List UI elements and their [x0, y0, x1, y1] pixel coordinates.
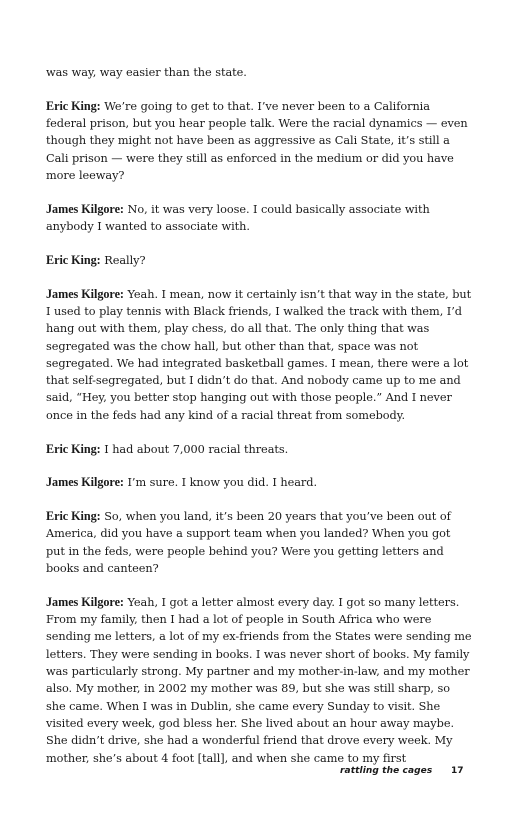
transcript-paragraph — [46, 98, 472, 184]
transcript-paragraph — [46, 508, 472, 577]
speaker-name: James Kilgore: — [46, 475, 124, 490]
transcript-paragraph — [46, 252, 472, 269]
speaker-name: James Kilgore: — [46, 594, 124, 609]
page-number: 17 — [451, 766, 464, 776]
transcript-text: was way, way easier than the state. — [46, 66, 247, 79]
transcript-body — [46, 64, 472, 783]
transcript-text: I had about 7,000 racial threats. — [104, 442, 289, 456]
speaker-name: James Kilgore: — [46, 201, 124, 216]
transcript-text: Really? — [104, 253, 146, 267]
transcript-paragraph — [46, 286, 472, 424]
transcript-text: No, it was very loose. I could basically associate with anybody I wanted to associate with. — [46, 202, 430, 234]
transcript-paragraph — [46, 441, 472, 458]
transcript-text: We’re going to get to that. I’ve never been to a California federal prison, but you hear people talk. Were the racial dynamics — even though they might not have been as aggressive as Cali State, it’s still a Cali prison — were they still as enforced in the medium or did you have more leeway? — [46, 99, 468, 182]
transcript-paragraph — [46, 201, 472, 236]
transcript-text: Yeah. I mean, now it certainly isn’t that way in the state, but I used to play tennis with Black friends, I walked the track with them, I’d hang out with them, play chess, do all that. The only thing that was segregated was the chow hall, but other than that, space was not segregated. We had integrated basketball games. I mean, there were a lot that self-segregated, but I didn’t do that. And nobody came up to me and said, “Hey, you better stop hanging out with those people.” And I never once in the feds had any kind of a racial threat from somebody. — [46, 287, 472, 422]
speaker-name: Eric King: — [46, 509, 101, 524]
transcript-text: So, when you land, it’s been 20 years that you’ve been out of America, did you have a support team when you landed? When you got put in the feds, were people behind you? Were you getting letters and books and canteen? — [46, 510, 451, 576]
transcript-paragraph — [46, 474, 472, 491]
speaker-name: James Kilgore: — [46, 286, 124, 301]
transcript-text: I’m sure. I know you did. I heard. — [127, 476, 317, 490]
speaker-name: Eric King: — [46, 98, 101, 113]
speaker-name: Eric King: — [46, 252, 101, 267]
transcript-text: Yeah, I got a letter almost every day. I got so many letters. From my family, then I had a lot of people in South Africa who were sending me letters, a lot of my ex-friends from the States were sending me letters. They were sending in books. I was never short of books. My family was particularly strong. My partner and my mother-in-law, and my mother also. My mother, in 2002 my mother was 89, but she was still sharp, so she came. When I was in Dublin, she came every Sunday to visit. She visited every week, god bless her. She lived about an hour away maybe. She didn’t drive, she had a wonderful friend that drove every week. My mother, she’s about 4 foot [tall], and when she came to my first — [46, 595, 472, 765]
transcript-paragraph — [46, 594, 472, 767]
transcript-paragraph — [46, 64, 472, 81]
running-title: rattling the cages — [340, 766, 433, 776]
speaker-name: Eric King: — [46, 441, 101, 456]
